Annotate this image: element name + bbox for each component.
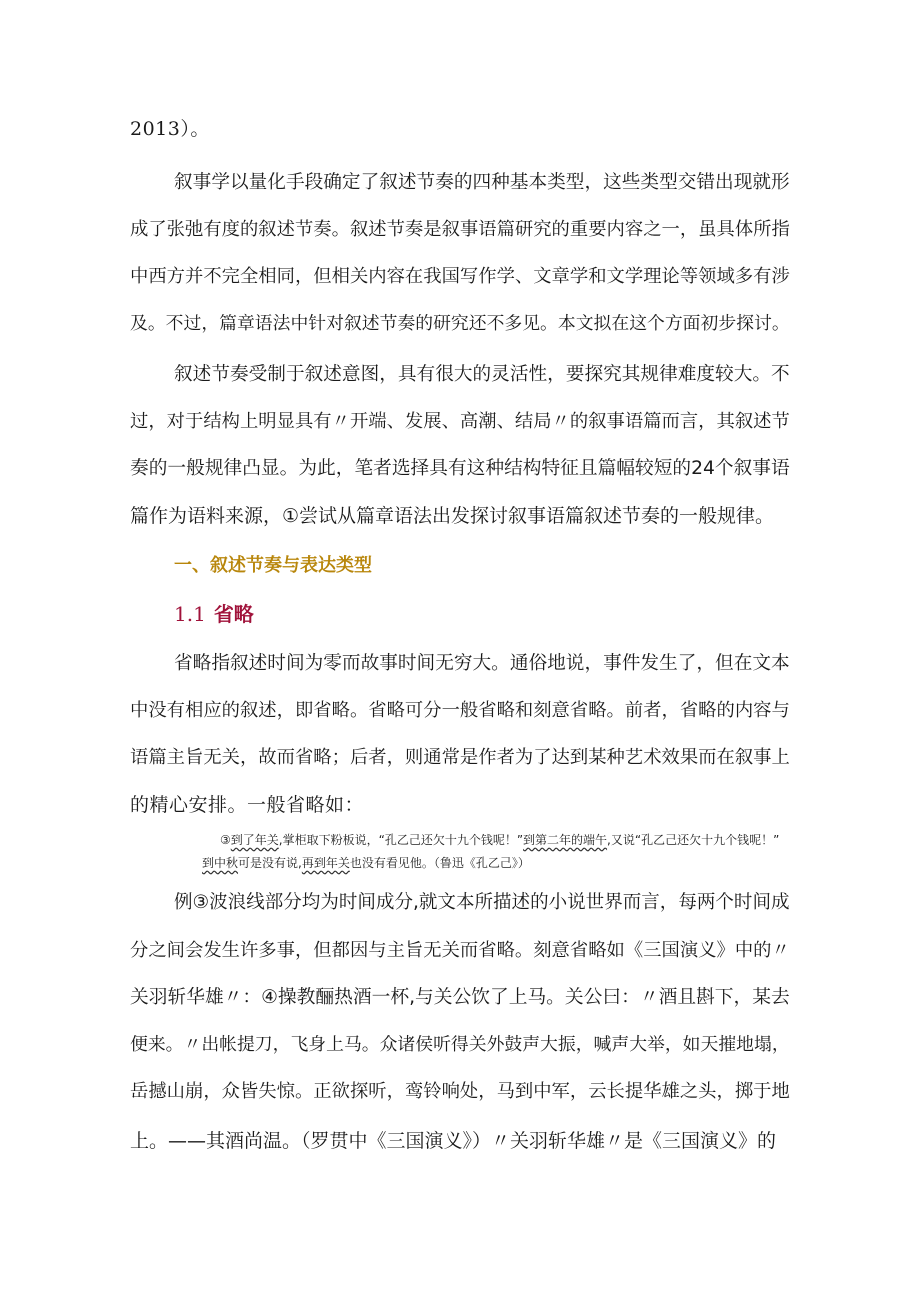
example-text: ,掌柜取下粉板说，“孔乙己还欠十九个钱呢！” [278, 833, 524, 847]
paragraph-line: 例③波浪线部分均为时间成分,就文本所描述的小说世界而言，每两个时间成 [174, 892, 790, 913]
paragraph-line: 关羽斩华雄〃：④操教酾热酒一杯,与关公饮了上马。关公曰：〃酒且斟下，某去 [130, 987, 790, 1008]
paragraph-line: 篇作为语料来源，①尝试从篇章语法出发探讨叙事语篇叙述节奏的一般规律。 [130, 505, 775, 527]
paragraph-line: 2013）。 [130, 118, 210, 140]
example-text: ③ [220, 833, 231, 847]
paragraph-line: 叙述节奏受制于叙述意图，具有很大的灵活性，要探究其规律难度较大。不 [174, 364, 790, 385]
example-text: 也没有看见他。（鲁迅《孔乙己》） [349, 856, 530, 870]
time-phrase: 到中秋 [202, 856, 239, 870]
paragraph-line: 的精心安排。一般省略如： [130, 794, 365, 816]
paragraph-line: 岳撼山崩，众皆失惊。正欲探听，鸾铃响处，马到中军，云长提华雄之头，掷于地 [130, 1081, 790, 1102]
time-phrase: 再到年关 [301, 856, 350, 870]
subsection-title: 省略 [213, 602, 254, 626]
example-text: ,又说“孔乙己还欠十九个钱呢！” [607, 833, 780, 847]
time-phrase: 到第二年的端午 [523, 833, 608, 847]
paragraph-line: 中没有相应的叙述，即省略。省略可分一般省略和刻意省略。前者，省略的内容与 [130, 700, 790, 721]
paragraph-line: 奏的一般规律凸显。为此，笔者选择具有这种结构特征且篇幅较短的24个叙事语 [130, 458, 790, 479]
paragraph-line: 及。不过，篇章语法中针对叙述节奏的研究还不多见。本文拟在这个方面初步探讨。 [130, 313, 790, 334]
example-line [220, 830, 779, 850]
example-text: 可是没有说, [238, 856, 302, 870]
paragraph-line: 分之间会发生许多事，但都因与主旨无关而省略。刻意省略如《三国演义》中的〃 [130, 940, 790, 961]
paragraph-line: 过，对于结构上明显具有〃开端、发展、高潮、结局〃的叙事语篇而言，其叙述节 [130, 411, 790, 432]
example-line [202, 853, 530, 873]
paragraph-line: 成了张弛有度的叙述节奏。叙述节奏是叙事语篇研究的重要内容之一，虽具体所指 [130, 219, 790, 240]
paragraph-line: 省略指叙述时间为零而故事时间无穷大。通俗地说，事件发生了，但在文本 [174, 653, 790, 674]
subsection-heading [174, 600, 254, 628]
time-phrase: 到了年关 [230, 833, 279, 847]
paragraph-line: 上。——其酒尚温。（罗贯中《三国演义》）〃关羽斩华雄〃是《三国演义》的 [130, 1130, 777, 1152]
paragraph-line: 语篇主旨无关，故而省略；后者，则通常是作者为了达到某种艺术效果而在叙事上 [130, 747, 790, 768]
section-heading: 一、叙述节奏与表达类型 [174, 555, 372, 576]
paragraph-line: 中西方并不完全相同，但相关内容在我国写作学、文章学和文学理论等领域多有涉 [130, 266, 790, 287]
subsection-number: 1.1 [174, 602, 206, 626]
paragraph-line: 叙事学以量化手段确定了叙述节奏的四种基本类型，这些类型交错出现就形 [174, 172, 790, 193]
paragraph-line: 便来。〃出帐提刀，飞身上马。众诸侯听得关外鼓声大振，喊声大举，如天摧地塌， [130, 1034, 790, 1055]
